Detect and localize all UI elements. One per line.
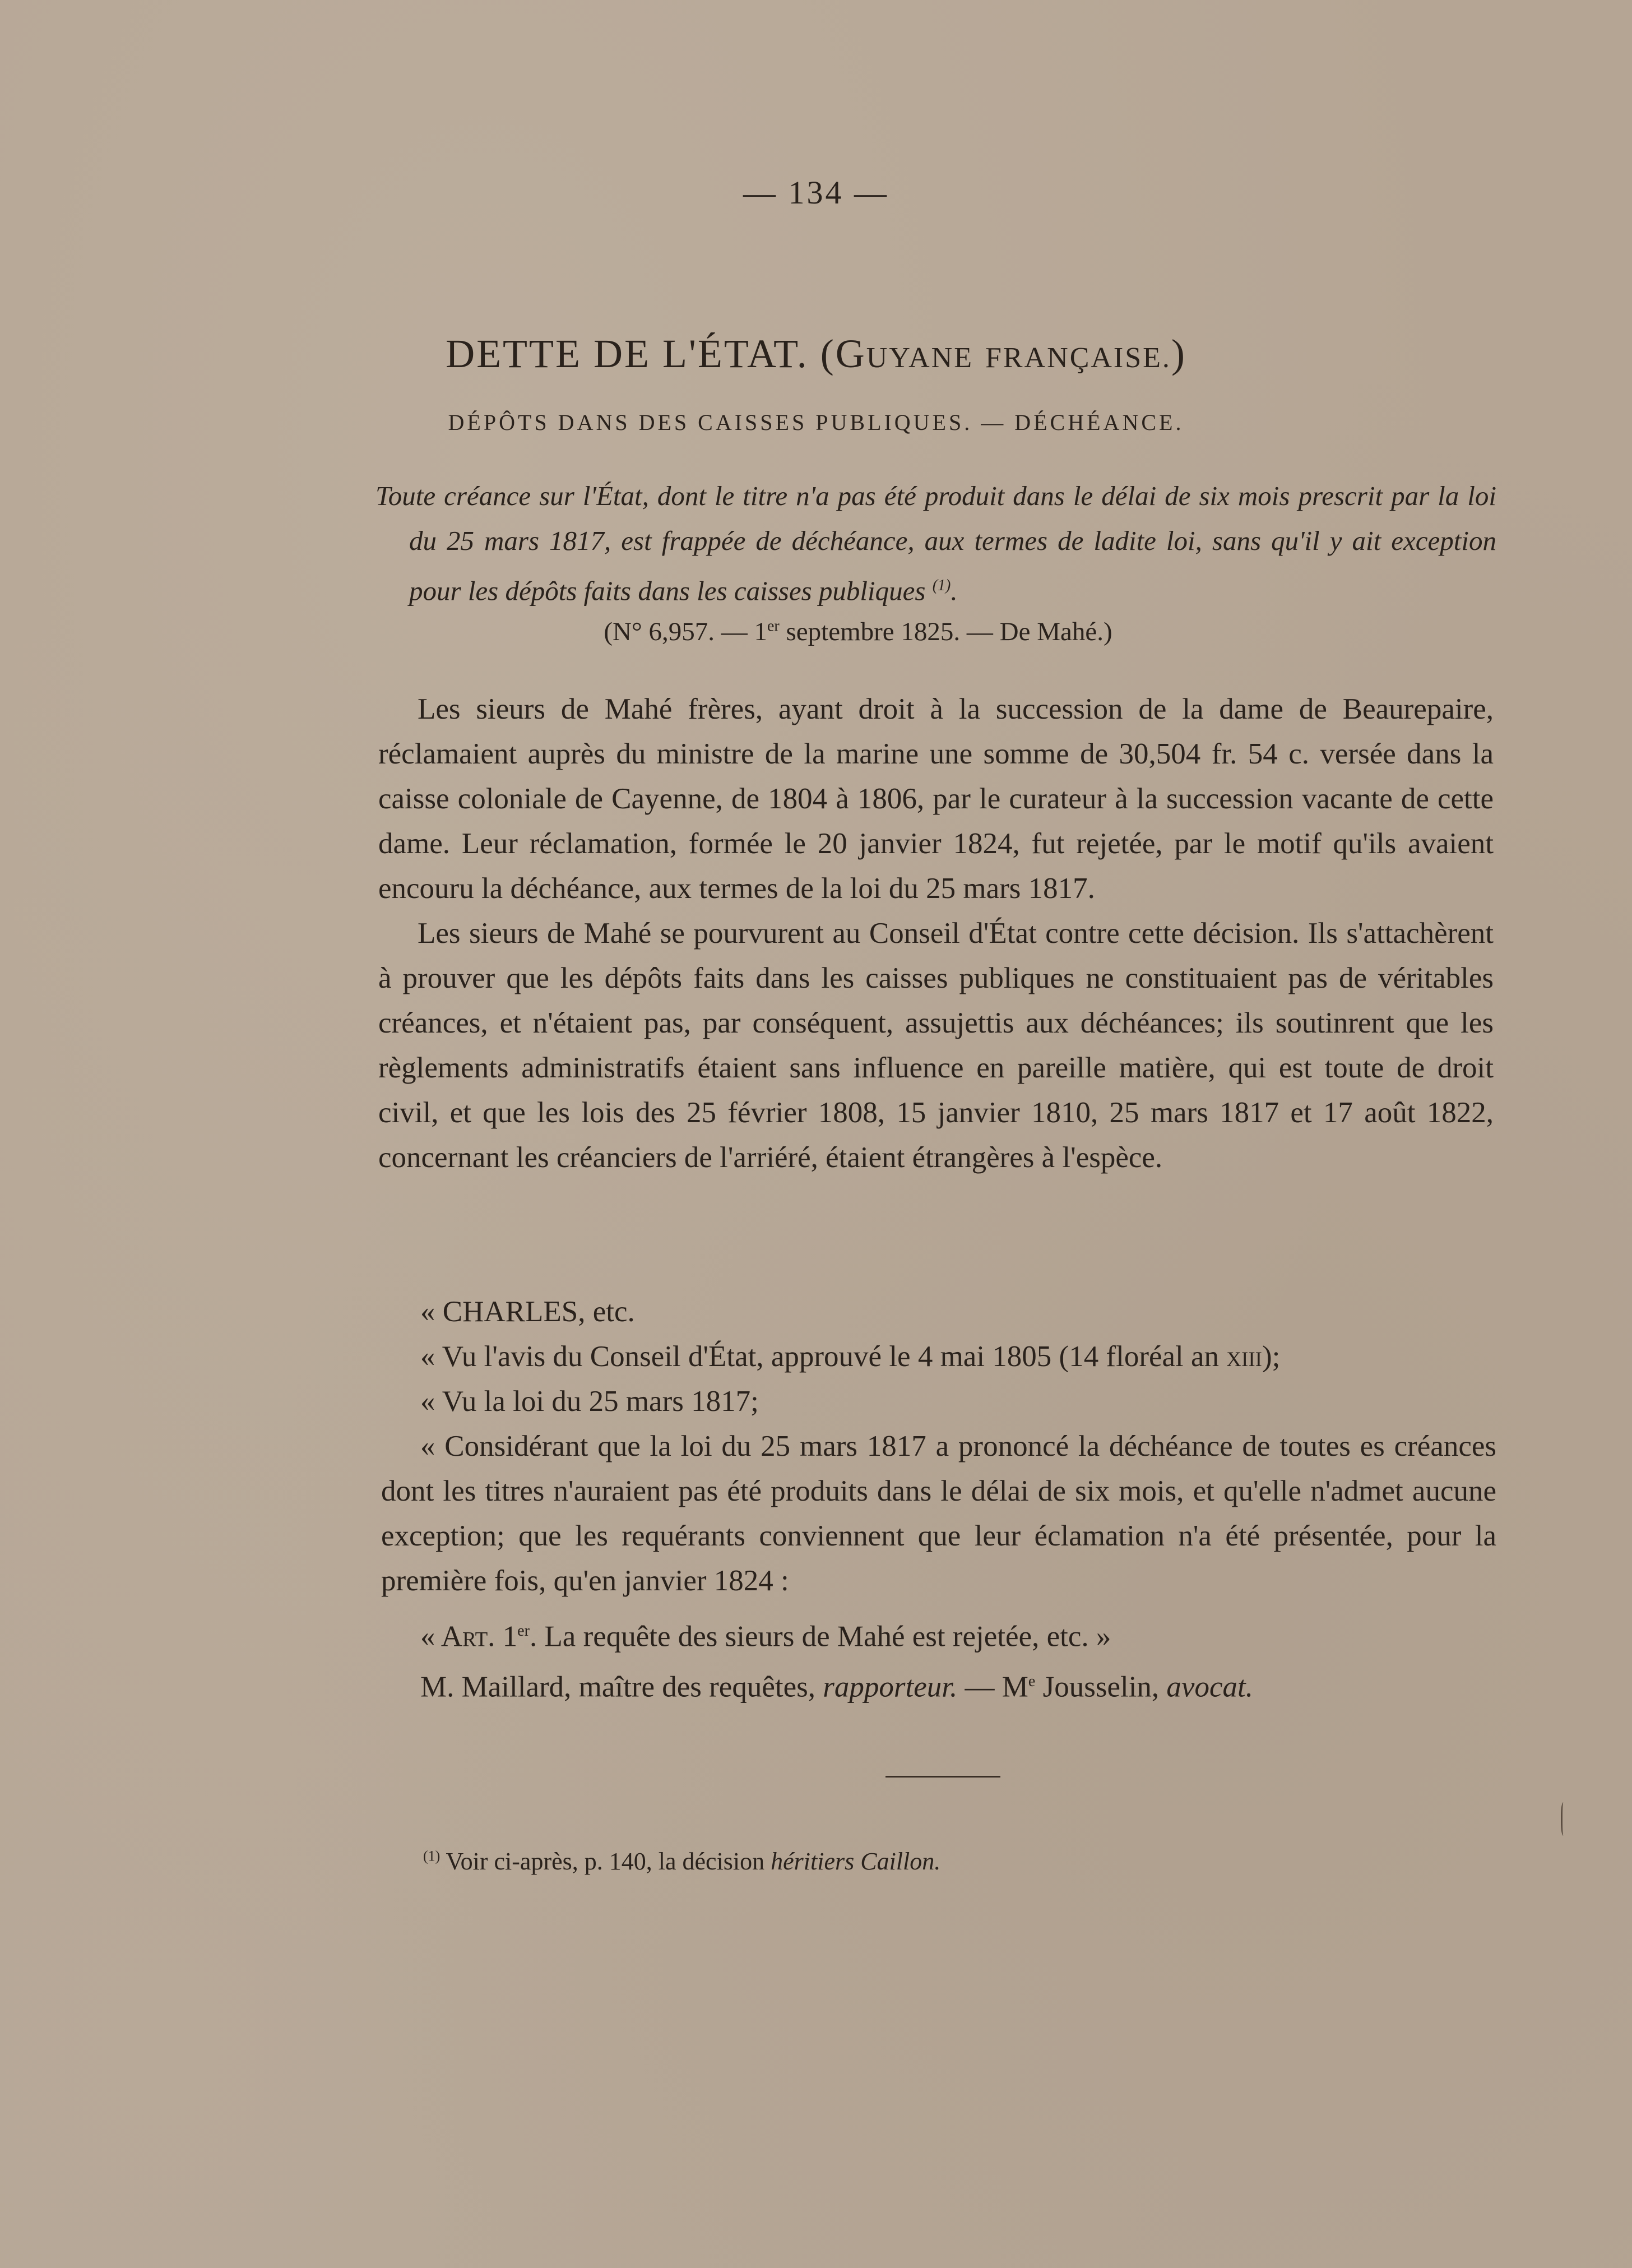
avocat-sup: e xyxy=(1028,1672,1036,1690)
section-title xyxy=(0,331,1632,377)
footnote-marker: (1) xyxy=(423,1848,441,1864)
article-initial: A xyxy=(441,1620,463,1653)
rapporteur-name: M. Maillard, maître des requêtes, xyxy=(420,1670,823,1704)
title-paren-open: ( xyxy=(820,331,836,376)
article-open: « xyxy=(420,1620,441,1653)
summary-end: . xyxy=(951,575,958,607)
body-paragraph-2: Les sieurs de Mahé se pourvurent au Conseil d'État contre cette décision. Ils s'attachèrent à prouver que les dépôts faits dans les caisses publiques ne constituaient pas de véritables créances, et n'étaient pas, par conséquent, assujettis aux déchéances; ils soutinrent que les règlements administratifs étaient sans influence en pareille matière, qui est toute de droit civil, et que les lois des 25 février 1808, 15 janvier 1810, 25 mars 1817 et 17 août 1822, concernant les créanciers de l'arriéré, étaient étrangères à l'espèce. xyxy=(378,917,1494,1174)
footnote xyxy=(423,1847,940,1876)
case-citation xyxy=(0,617,1632,647)
body-text xyxy=(378,687,1494,1180)
article-number: . 1 xyxy=(488,1620,518,1653)
summary-text: Toute créance sur l'État, dont le titre n'a pas été produit dans le délai de six mois prescrit par la loi du 25 mars 1817, est frappée de déchéance, aux termes de ladite loi, sans qu'il y ait exception pour les dépôts faits dans les caisses publiques xyxy=(375,480,1496,607)
footnote-reference: (1) xyxy=(932,577,951,594)
avocat-role: avocat. xyxy=(1166,1670,1253,1704)
footnote-italic: héritiers Caillon. xyxy=(771,1848,941,1875)
decree-article xyxy=(381,1609,1496,1659)
body-paragraph-1: Les sieurs de Mahé frères, ayant droit à la succession de la dame de Beaurepaire, réclamaient auprès du ministre de la marine une somme de 30,504 fr. 54 c. versée dans la caisse coloniale de Cayenne, de 1804 à 1806, par le curateur à la succession vacante de cette dame. Leur réclamation, formée le 20 janvier 1824, fut rejetée, par le motif qu'ils avaient encouru la déchéance, aux termes de la loi du 25 mars 1817. xyxy=(378,693,1494,905)
vu-avis-end: ); xyxy=(1262,1340,1281,1373)
decree-charles: « CHARLES, etc. xyxy=(420,1295,635,1328)
citation-sup: er xyxy=(767,617,780,635)
title-main: DETTE DE L'ÉTAT. xyxy=(446,331,809,376)
vu-avis-year: xiii xyxy=(1226,1340,1262,1373)
article-text: . La requête des sieurs de Mahé est rejetée, etc. » xyxy=(529,1620,1111,1653)
avocat-name: Jousselin, xyxy=(1035,1670,1167,1704)
vu-avis-text: « Vu l'avis du Conseil d'État, approuvé le 4 mai 1805 (14 floréal an xyxy=(420,1340,1227,1373)
signatory-separator: — M xyxy=(957,1670,1028,1704)
title-paren-close: ) xyxy=(1171,331,1186,376)
decree-vu-loi: « Vu la loi du 25 mars 1817; xyxy=(420,1385,759,1418)
citation-rest: septembre 1825. — De Mahé.) xyxy=(779,617,1112,646)
section-subtitle: DÉPÔTS DANS DES CAISSES PUBLIQUES. — DÉCHÉANCE. xyxy=(448,410,1184,435)
summary-paragraph xyxy=(375,474,1496,613)
decree-considerant: « Considérant que la loi du 25 mars 1817 a prononcé la déchéance de toutes es créances dont les titres n'auraient pas été produits dans le délai de six mois, et qu'elle n'admet aucune exception; que les requérants conviennent que leur éclamation n'a été présentée, pour la première fois, qu'en janvier 1824 : xyxy=(381,1430,1496,1597)
title-region-initial: G xyxy=(835,331,866,376)
article-rest: rt xyxy=(462,1620,488,1653)
rapporteur-role: rapporteur. xyxy=(823,1670,958,1704)
article-sup: er xyxy=(517,1622,530,1640)
title-region-rest: UYANE xyxy=(866,342,973,374)
citation-number: (N° 6,957. — 1 xyxy=(604,617,767,646)
page-number: — 134 — xyxy=(743,174,889,211)
margin-mark xyxy=(1561,1802,1567,1836)
decree-signatories xyxy=(381,1659,1496,1710)
footnote-text: Voir ci-après, p. 140, la décision xyxy=(440,1848,771,1875)
section-separator xyxy=(885,1776,1000,1778)
decree-text xyxy=(381,1289,1496,1709)
decree-vu-avis xyxy=(381,1334,1496,1379)
title-region-second: FRANÇAISE. xyxy=(985,342,1171,374)
